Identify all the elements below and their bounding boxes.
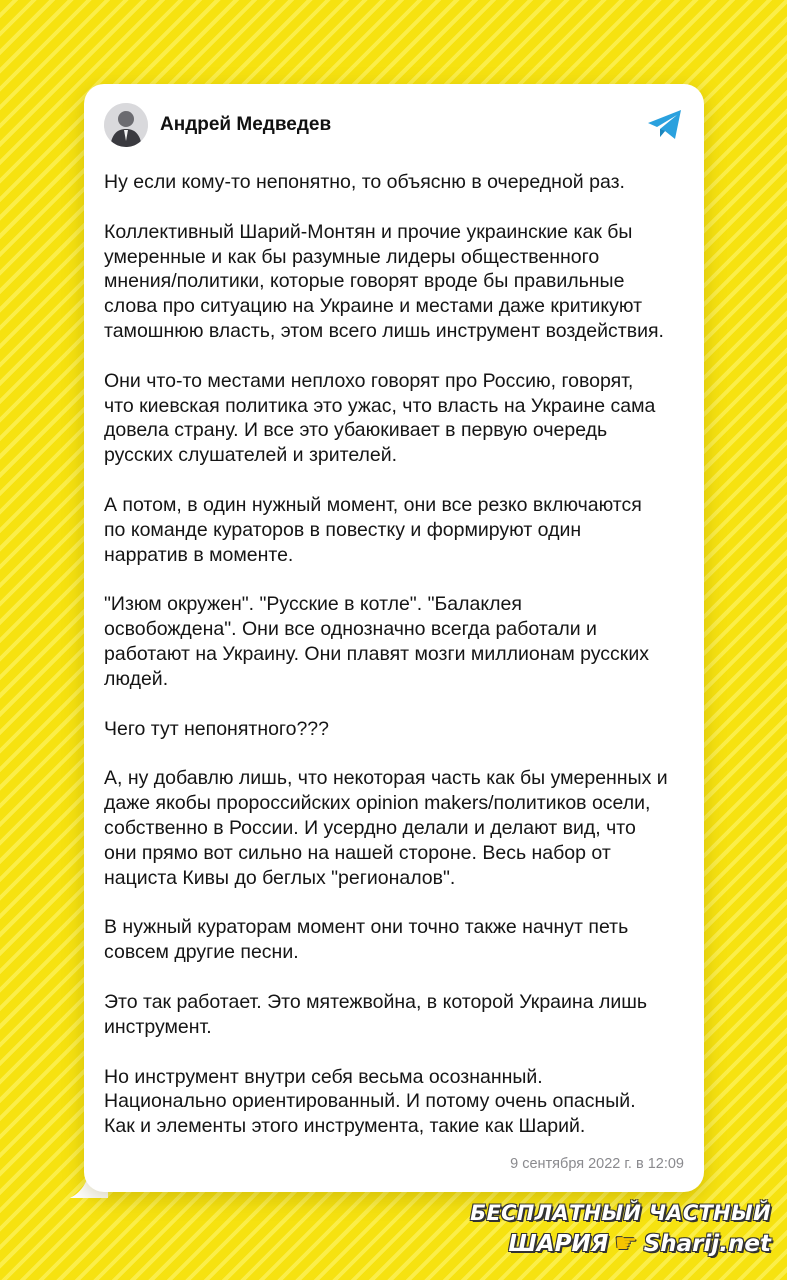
post-paragraph: А, ну добавлю лишь, что некоторая часть как бы умеренных и даже якобы пророссийских opinion makers/политиков осели, собственно в России. И усердно делали и делают вид, что они прямо вот сильно на нашей стороне. Весь набор от нациста Кивы до беглых "регионалов". bbox=[104, 767, 668, 889]
post-paragraph: Они что-то местами неплохо говорят про Россию, говорят, что киевская политика это ужас, что власть на Украине сама довела страну. И все это убаюкивает в первую очередь русских слушателей и зрителей. bbox=[104, 369, 656, 467]
telegram-icon bbox=[646, 108, 684, 142]
watermark bbox=[470, 1198, 771, 1260]
person-icon bbox=[104, 103, 148, 147]
post-timestamp: 9 сентября 2022 г. в 12:09 bbox=[510, 1156, 684, 1172]
post-paragraph: А потом, в один нужный момент, они все резко включаются по команде кураторов в повестку и формируют один нарратив в моменте. bbox=[104, 493, 642, 566]
watermark-line2 bbox=[470, 1229, 771, 1260]
author-name[interactable]: Андрей Медведев bbox=[160, 114, 332, 135]
watermark-brand: ШАРИЯ bbox=[508, 1231, 609, 1257]
post-paragraph: Коллективный Шарий-Монтян и прочие украинские как бы умеренные и как бы разумные лидеры общественного мнения/политики, которые говорят вроде бы правильные слова про ситуацию на Украине и местами даже критикуют тамошнюю власть, этом всего лишь инструмент воздействия. bbox=[104, 220, 664, 342]
post-paragraph: Это так работает. Это мятежвойна, в которой Украина лишь инструмент. bbox=[104, 990, 648, 1038]
post-card bbox=[84, 84, 704, 1192]
post-text bbox=[104, 170, 694, 1139]
post-header bbox=[104, 102, 684, 148]
watermark-site: Sharij.net bbox=[643, 1231, 771, 1257]
author-avatar[interactable] bbox=[104, 103, 148, 147]
post-paragraph: В нужный кураторам момент они точно также начнут петь совсем другие песни. bbox=[104, 916, 629, 964]
post-paragraph: Чего тут непонятного??? bbox=[104, 717, 329, 740]
pointing-hand-icon: ☛ bbox=[614, 1229, 638, 1259]
post-paragraph: "Изюм окружен". "Русские в котле". "Балаклея освобождена". Они все однозначно всегда работали и работают на Украину. Они плавят мозги миллионам русских людей. bbox=[104, 593, 649, 690]
watermark-line1: БЕСПЛАТНЫЙ ЧАСТНЫЙ bbox=[470, 1201, 771, 1225]
post-paragraph: Ну если кому-то непонятно, то объясню в очередной раз. bbox=[104, 171, 625, 193]
post-paragraph: Но инструмент внутри себя весьма осознанный. Национально ориентированный. И потому очень опасный. Как и элементы этого инструмента, такие как Шарий. bbox=[104, 1065, 636, 1138]
